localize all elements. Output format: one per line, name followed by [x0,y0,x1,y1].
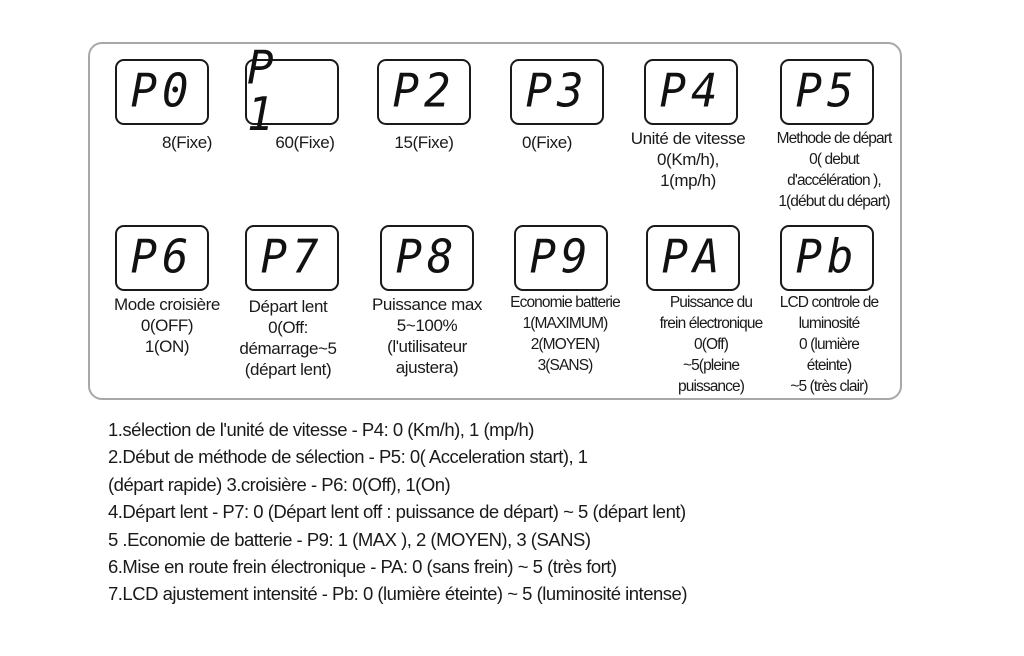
param-description: Départ lent 0(Off: démarrage~5 (départ lent) [239,297,337,379]
lcd-p9 [514,225,608,291]
param-code: PA [661,230,725,285]
lcd-pb [780,225,874,291]
lcd-p5 [780,59,874,125]
param-description: 0(Fixe) [521,133,573,152]
param-code: P3 [525,64,589,119]
note-line: 2.Début de méthode de sélection - P5: 0( Acceleration start), 1 [108,446,588,468]
lcd-p8 [380,225,474,291]
parameter-panel [88,42,902,400]
lcd-p6 [115,225,209,291]
param-description: 8(Fixe) [161,133,213,152]
lcd-p7 [245,225,339,291]
param-description: LCD controle de luminosité 0 (lumière éteinte) ~5 (très clair) [779,294,879,395]
param-code: P2 [392,64,456,119]
param-code: P 1 [247,41,279,142]
param-code: Pb [795,230,859,285]
param-code: P9 [529,230,593,285]
param-code: P4 [659,64,723,119]
param-code: P5 [795,64,859,119]
param-code: P0 [130,64,194,119]
note-line: 6.Mise en route frein électronique - PA: 0 (sans frein) ~ 5 (très fort) [108,555,617,577]
param-description: Economie batterie 1(MAXIMUM) 2(MOYEN) 3(SANS) [510,294,620,374]
lcd-p2 [377,59,471,125]
param-code: P7 [260,230,324,285]
lcd-p4 [644,59,738,125]
lcd-p3 [510,59,604,125]
param-description: Puissance du frein électronique 0(Off) ~5(pleine puissance) [659,294,763,395]
lcd-p1 [245,41,339,142]
lcd-pa [646,225,740,291]
param-description: 15(Fixe) [394,133,454,152]
param-code: P8 [395,230,459,285]
param-description: Methode de départ 0( debut d'accélération ), 1(début du départ) [776,130,892,210]
note-line: 4.Départ lent - P7: 0 (Départ lent off : puissance de départ) ~ 5 (départ lent) [108,501,686,523]
notes-list [108,416,687,608]
param-description: 60(Fixe) [275,133,335,152]
param-code: P6 [130,230,194,285]
param-description: Unité de vitesse 0(Km/h), 1(mp/h) [630,129,746,190]
note-line: 5 .Economie de batterie - P9: 1 (MAX ), 2 (MOYEN), 3 (SANS) [108,528,591,550]
param-description: Puissance max 5~100% (l'utilisateur ajustera) [371,295,483,377]
lcd-p0 [115,59,209,125]
note-line: (départ rapide) 3.croisière - P6: 0(Off), 1(On) [108,473,451,495]
note-line: 7.LCD ajustement intensité - Pb: 0 (lumière éteinte) ~ 5 (luminosité intense) [108,583,687,605]
note-line: 1.sélection de l'unité de vitesse - P4: 0 (Km/h), 1 (mp/h) [108,419,534,440]
param-description: Mode croisière 0(OFF) 1(ON) [114,295,220,356]
